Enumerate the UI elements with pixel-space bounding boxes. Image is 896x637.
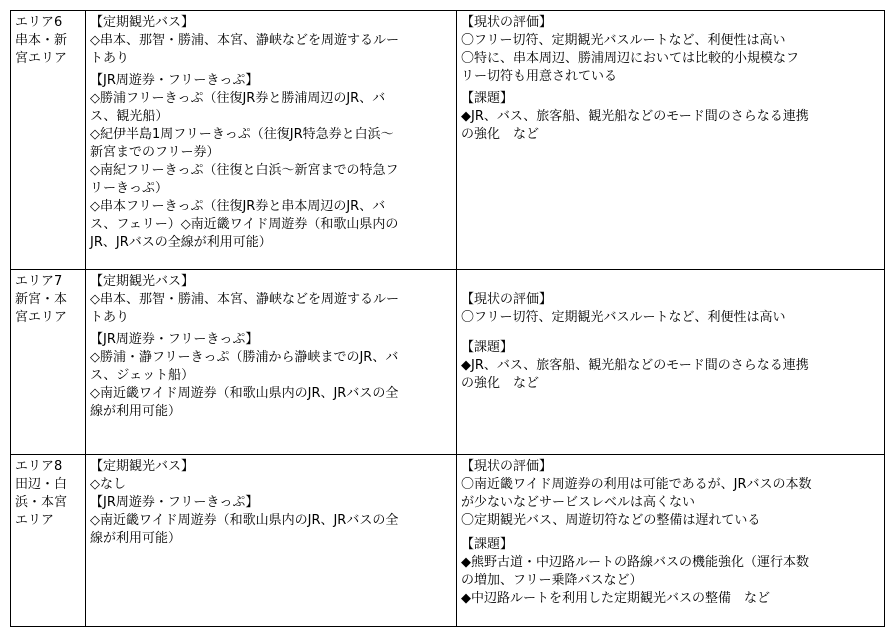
evaluation-line: リー切符も用意されている [461, 69, 618, 84]
pass-line: ◇南近畿ワイド周遊券（和歌山県内のJR、JRバスの全 [90, 513, 399, 528]
evaluation-line: 〇フリー切符、定期観光バスルートなど、利便性は高い [461, 33, 786, 48]
pass-line: ス、ジェット船） [90, 368, 195, 383]
bus-heading: 【定期観光バス】 [90, 274, 195, 289]
issue-line: ◆中辺路ルートを利用した定期観光バスの整備 など [461, 591, 770, 606]
area-name-line: 浜・本宮 [15, 495, 68, 510]
area-name-line: エリア7 [15, 274, 63, 289]
bus-line: ◇なし [90, 477, 126, 492]
pass-line: ◇南紀フリーきっぷ（往復と白浜～新宮までの特急フ [90, 163, 399, 178]
pass-line: ◇南近畿ワイド周遊券（和歌山県内のJR、JRバスの全 [90, 386, 399, 401]
evaluation-line: 〇定期観光バス、周遊切符などの整備は遅れている [461, 513, 761, 528]
bus-line: トあり [90, 51, 130, 66]
evaluation-heading: 【現状の評価】 [461, 15, 553, 30]
evaluation-line: 〇フリー切符、定期観光バスルートなど、利便性は高い [461, 310, 786, 325]
pass-line: 線が利用可能） [90, 404, 182, 419]
pass-line: 線が利用可能） [90, 531, 182, 546]
pass-line: ◇串本フリーきっぷ（往復JR券と串本周辺のJR、バ [90, 199, 386, 214]
bus-line: ◇串本、那智・勝浦、本宮、瀞峡などを周遊するルー [90, 292, 399, 307]
pass-info-cell [86, 11, 457, 270]
evaluation-heading: 【現状の評価】 [461, 292, 553, 307]
area-name-line: 田辺・白 [15, 477, 68, 492]
table-row [11, 11, 885, 270]
spacer [461, 327, 880, 339]
evaluation-cell [457, 11, 885, 270]
issue-line: の強化 など [461, 376, 540, 391]
area-name-line: エリア6 [15, 15, 63, 30]
area-name-line: 串本・新 [15, 33, 68, 48]
pass-info-cell [86, 270, 457, 455]
pass-line: ス、観光船） [90, 109, 169, 124]
issue-line: の強化 など [461, 127, 540, 142]
area-name-line: 新宮・本 [15, 292, 68, 307]
issue-heading: 【課題】 [461, 91, 514, 106]
evaluation-line: 〇南近畿ワイド周遊券の利用は可能であるが、JRバスの本数 [461, 477, 812, 492]
area-cell [11, 455, 86, 627]
evaluation-cell [457, 455, 885, 627]
pass-heading: 【JR周遊券・フリーきっぷ】 [90, 495, 259, 510]
pass-line: リーきっぷ） [90, 181, 169, 196]
area-name-line: 宮エリア [15, 310, 68, 325]
evaluation-line: 〇特に、串本周辺、勝浦周辺においては比較的小規模なフ [461, 51, 800, 66]
pass-line: ス、フェリー）◇南近畿ワイド周遊券（和歌山県内の [90, 217, 399, 232]
area-cell [11, 11, 86, 270]
pass-heading: 【JR周遊券・フリーきっぷ】 [90, 73, 259, 88]
bus-line: ◇串本、那智・勝浦、本宮、瀞峡などを周遊するルー [90, 33, 399, 48]
pass-line: ◇勝浦フリーきっぷ（往復JR券と勝浦周辺のJR、バ [90, 91, 386, 106]
area-transport-table [10, 10, 885, 627]
issue-heading: 【課題】 [461, 537, 514, 552]
spacer [461, 273, 880, 291]
evaluation-line: が少ないなどサービスレベルは高くない [461, 495, 696, 510]
pass-line: ◇紀伊半島1周フリーきっぷ（往復JR特急券と白浜～ [90, 127, 394, 142]
issue-line: ◆JR、バス、旅客船、観光船などのモード間のさらなる連携 [461, 109, 809, 124]
pass-line: 新宮までのフリー券） [90, 145, 220, 160]
bus-heading: 【定期観光バス】 [90, 459, 195, 474]
bus-line: トあり [90, 310, 130, 325]
issue-line: の増加、フリー乗降バスなど） [461, 573, 643, 588]
table-row [11, 455, 885, 627]
evaluation-cell [457, 270, 885, 455]
pass-line: JR、JRバスの全線が利用可能） [90, 235, 272, 250]
area-name-line: エリア8 [15, 459, 63, 474]
pass-heading: 【JR周遊券・フリーきっぷ】 [90, 332, 259, 347]
table-row [11, 270, 885, 455]
pass-line: ◇勝浦・瀞フリーきっぷ（勝浦から瀞峡までのJR、バ [90, 350, 399, 365]
issue-line: ◆JR、バス、旅客船、観光船などのモード間のさらなる連携 [461, 358, 809, 373]
issue-heading: 【課題】 [461, 340, 514, 355]
pass-info-cell [86, 455, 457, 627]
area-cell [11, 270, 86, 455]
issue-line: ◆熊野古道・中辺路ルートの路線バスの機能強化（運行本数 [461, 555, 809, 570]
bus-heading: 【定期観光バス】 [90, 15, 195, 30]
area-name-line: エリア [15, 513, 55, 528]
evaluation-heading: 【現状の評価】 [461, 459, 553, 474]
area-name-line: 宮エリア [15, 51, 68, 66]
